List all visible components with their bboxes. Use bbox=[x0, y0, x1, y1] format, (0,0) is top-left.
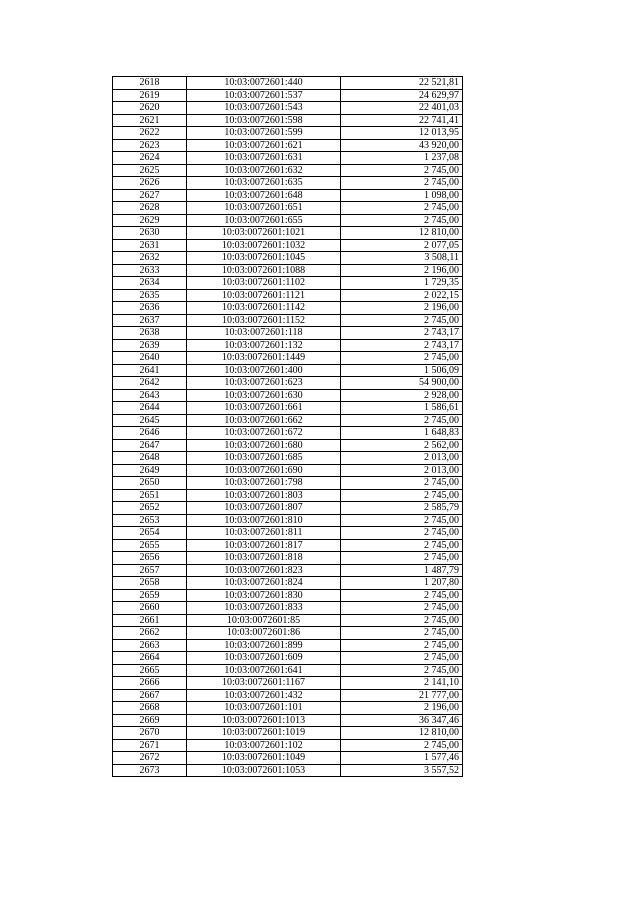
row-number-cell: 2635 bbox=[113, 289, 187, 302]
table-row bbox=[113, 127, 463, 140]
cadastral-value-cell: 2 745,00 bbox=[341, 589, 463, 602]
cadastral-number-cell: 10:03:0072601:830 bbox=[187, 589, 341, 602]
row-number-cell: 2653 bbox=[113, 514, 187, 527]
row-number-cell: 2639 bbox=[113, 339, 187, 352]
table-row bbox=[113, 264, 463, 277]
row-number-cell: 2642 bbox=[113, 377, 187, 390]
table-row bbox=[113, 214, 463, 227]
cadastral-value-cell: 1 487,79 bbox=[341, 564, 463, 577]
cadastral-number-cell: 10:03:0072601:817 bbox=[187, 539, 341, 552]
table-row bbox=[113, 414, 463, 427]
table-row bbox=[113, 314, 463, 327]
cadastral-number-cell: 10:03:0072601:86 bbox=[187, 627, 341, 640]
cadastral-value-cell: 12 810,00 bbox=[341, 227, 463, 240]
table-row bbox=[113, 464, 463, 477]
cadastral-value-cell: 2 745,00 bbox=[341, 614, 463, 627]
cadastral-value-cell: 2 928,00 bbox=[341, 389, 463, 402]
table-row bbox=[113, 239, 463, 252]
table-row bbox=[113, 564, 463, 577]
cadastral-value-cell: 1 729,35 bbox=[341, 277, 463, 290]
row-number-cell: 2618 bbox=[113, 77, 187, 90]
table-row bbox=[113, 202, 463, 215]
row-number-cell: 2625 bbox=[113, 164, 187, 177]
cadastral-value-cell: 1 237,08 bbox=[341, 152, 463, 165]
row-number-cell: 2647 bbox=[113, 439, 187, 452]
table-row bbox=[113, 677, 463, 690]
cadastral-value-cell: 2 196,00 bbox=[341, 702, 463, 715]
cadastral-number-cell: 10:03:0072601:648 bbox=[187, 189, 341, 202]
cadastral-value-cell: 2 745,00 bbox=[341, 514, 463, 527]
row-number-cell: 2655 bbox=[113, 539, 187, 552]
cadastral-value-cell: 2 745,00 bbox=[341, 164, 463, 177]
table-row bbox=[113, 577, 463, 590]
row-number-cell: 2623 bbox=[113, 139, 187, 152]
table-row bbox=[113, 402, 463, 415]
table-row bbox=[113, 302, 463, 315]
cadastral-number-cell: 10:03:0072601:102 bbox=[187, 739, 341, 752]
cadastral-value-cell: 36 347,46 bbox=[341, 714, 463, 727]
cadastral-number-cell: 10:03:0072601:803 bbox=[187, 489, 341, 502]
cadastral-value-cell: 2 585,79 bbox=[341, 502, 463, 515]
table-row bbox=[113, 139, 463, 152]
cadastral-number-cell: 10:03:0072601:824 bbox=[187, 577, 341, 590]
cadastral-value-cell: 2 745,00 bbox=[341, 539, 463, 552]
cadastral-number-cell: 10:03:0072601:1021 bbox=[187, 227, 341, 240]
table-row bbox=[113, 527, 463, 540]
cadastral-value-cell: 2 745,00 bbox=[341, 739, 463, 752]
row-number-cell: 2671 bbox=[113, 739, 187, 752]
row-number-cell: 2645 bbox=[113, 414, 187, 427]
row-number-cell: 2644 bbox=[113, 402, 187, 415]
cadastral-number-cell: 10:03:0072601:1019 bbox=[187, 727, 341, 740]
table-row bbox=[113, 277, 463, 290]
cadastral-value-cell: 2 745,00 bbox=[341, 414, 463, 427]
cadastral-number-cell: 10:03:0072601:810 bbox=[187, 514, 341, 527]
row-number-cell: 2630 bbox=[113, 227, 187, 240]
row-number-cell: 2627 bbox=[113, 189, 187, 202]
row-number-cell: 2666 bbox=[113, 677, 187, 690]
cadastral-value-cell: 3 508,11 bbox=[341, 252, 463, 265]
cadastral-value-cell: 2 562,00 bbox=[341, 439, 463, 452]
row-number-cell: 2640 bbox=[113, 352, 187, 365]
cadastral-number-cell: 10:03:0072601:1152 bbox=[187, 314, 341, 327]
row-number-cell: 2651 bbox=[113, 489, 187, 502]
table-row bbox=[113, 352, 463, 365]
table-row bbox=[113, 727, 463, 740]
cadastral-number-cell: 10:03:0072601:651 bbox=[187, 202, 341, 215]
table-row bbox=[113, 764, 463, 777]
table-row bbox=[113, 77, 463, 90]
cadastral-value-cell: 2 745,00 bbox=[341, 552, 463, 565]
cadastral-number-cell: 10:03:0072601:630 bbox=[187, 389, 341, 402]
row-number-cell: 2669 bbox=[113, 714, 187, 727]
cadastral-number-cell: 10:03:0072601:543 bbox=[187, 102, 341, 115]
table-row bbox=[113, 102, 463, 115]
row-number-cell: 2670 bbox=[113, 727, 187, 740]
row-number-cell: 2629 bbox=[113, 214, 187, 227]
cadastral-number-cell: 10:03:0072601:823 bbox=[187, 564, 341, 577]
row-number-cell: 2643 bbox=[113, 389, 187, 402]
table-row bbox=[113, 189, 463, 202]
table-row bbox=[113, 702, 463, 715]
cadastral-value-cell: 2 743,17 bbox=[341, 327, 463, 340]
table-row bbox=[113, 439, 463, 452]
row-number-cell: 2660 bbox=[113, 602, 187, 615]
cadastral-value-table bbox=[112, 76, 463, 777]
cadastral-value-cell: 1 577,46 bbox=[341, 752, 463, 765]
cadastral-value-cell: 22 401,03 bbox=[341, 102, 463, 115]
table-row bbox=[113, 627, 463, 640]
cadastral-value-cell: 2 077,05 bbox=[341, 239, 463, 252]
cadastral-number-cell: 10:03:0072601:899 bbox=[187, 639, 341, 652]
cadastral-number-cell: 10:03:0072601:1013 bbox=[187, 714, 341, 727]
row-number-cell: 2626 bbox=[113, 177, 187, 190]
cadastral-number-cell: 10:03:0072601:635 bbox=[187, 177, 341, 190]
table-row bbox=[113, 339, 463, 352]
cadastral-value-cell: 2 745,00 bbox=[341, 214, 463, 227]
cadastral-number-cell: 10:03:0072601:1102 bbox=[187, 277, 341, 290]
row-number-cell: 2657 bbox=[113, 564, 187, 577]
cadastral-number-cell: 10:03:0072601:685 bbox=[187, 452, 341, 465]
cadastral-value-cell: 2 196,00 bbox=[341, 302, 463, 315]
cadastral-number-cell: 10:03:0072601:598 bbox=[187, 114, 341, 127]
cadastral-number-cell: 10:03:0072601:661 bbox=[187, 402, 341, 415]
row-number-cell: 2662 bbox=[113, 627, 187, 640]
table-row bbox=[113, 514, 463, 527]
cadastral-number-cell: 10:03:0072601:655 bbox=[187, 214, 341, 227]
cadastral-value-cell: 24 629,97 bbox=[341, 89, 463, 102]
cadastral-value-cell: 1 648,83 bbox=[341, 427, 463, 440]
row-number-cell: 2650 bbox=[113, 477, 187, 490]
cadastral-number-cell: 10:03:0072601:101 bbox=[187, 702, 341, 715]
table-row bbox=[113, 689, 463, 702]
cadastral-value-cell: 1 506,09 bbox=[341, 364, 463, 377]
cadastral-value-cell: 22 741,41 bbox=[341, 114, 463, 127]
row-number-cell: 2633 bbox=[113, 264, 187, 277]
cadastral-value-cell: 2 743,17 bbox=[341, 339, 463, 352]
table-row bbox=[113, 664, 463, 677]
cadastral-value-cell: 2 745,00 bbox=[341, 664, 463, 677]
cadastral-number-cell: 10:03:0072601:1142 bbox=[187, 302, 341, 315]
table-row bbox=[113, 502, 463, 515]
cadastral-number-cell: 10:03:0072601:440 bbox=[187, 77, 341, 90]
row-number-cell: 2632 bbox=[113, 252, 187, 265]
cadastral-number-cell: 10:03:0072601:1045 bbox=[187, 252, 341, 265]
cadastral-number-cell: 10:03:0072601:1449 bbox=[187, 352, 341, 365]
row-number-cell: 2654 bbox=[113, 527, 187, 540]
row-number-cell: 2665 bbox=[113, 664, 187, 677]
row-number-cell: 2631 bbox=[113, 239, 187, 252]
table-row bbox=[113, 589, 463, 602]
table-row bbox=[113, 602, 463, 615]
cadastral-number-cell: 10:03:0072601:537 bbox=[187, 89, 341, 102]
cadastral-number-cell: 10:03:0072601:798 bbox=[187, 477, 341, 490]
row-number-cell: 2634 bbox=[113, 277, 187, 290]
cadastral-number-cell: 10:03:0072601:118 bbox=[187, 327, 341, 340]
cadastral-number-cell: 10:03:0072601:641 bbox=[187, 664, 341, 677]
cadastral-number-cell: 10:03:0072601:1053 bbox=[187, 764, 341, 777]
table-row bbox=[113, 114, 463, 127]
cadastral-value-cell: 2 196,00 bbox=[341, 264, 463, 277]
row-number-cell: 2667 bbox=[113, 689, 187, 702]
cadastral-number-cell: 10:03:0072601:818 bbox=[187, 552, 341, 565]
cadastral-value-cell: 54 900,00 bbox=[341, 377, 463, 390]
cadastral-value-cell: 2 141,10 bbox=[341, 677, 463, 690]
cadastral-number-cell: 10:03:0072601:662 bbox=[187, 414, 341, 427]
cadastral-number-cell: 10:03:0072601:1167 bbox=[187, 677, 341, 690]
cadastral-number-cell: 10:03:0072601:1088 bbox=[187, 264, 341, 277]
cadastral-number-cell: 10:03:0072601:1121 bbox=[187, 289, 341, 302]
cadastral-value-cell: 12 013,95 bbox=[341, 127, 463, 140]
table-row bbox=[113, 327, 463, 340]
cadastral-value-cell: 22 521,81 bbox=[341, 77, 463, 90]
row-number-cell: 2637 bbox=[113, 314, 187, 327]
row-number-cell: 2619 bbox=[113, 89, 187, 102]
cadastral-value-cell: 1 586,61 bbox=[341, 402, 463, 415]
cadastral-value-cell: 2 013,00 bbox=[341, 452, 463, 465]
cadastral-value-cell: 2 745,00 bbox=[341, 352, 463, 365]
row-number-cell: 2648 bbox=[113, 452, 187, 465]
table-row bbox=[113, 177, 463, 190]
cadastral-number-cell: 10:03:0072601:1032 bbox=[187, 239, 341, 252]
cadastral-value-cell: 2 745,00 bbox=[341, 489, 463, 502]
table-row bbox=[113, 614, 463, 627]
table-row bbox=[113, 752, 463, 765]
table-row bbox=[113, 164, 463, 177]
table-body bbox=[113, 77, 463, 777]
table-row bbox=[113, 639, 463, 652]
table-row bbox=[113, 452, 463, 465]
cadastral-number-cell: 10:03:0072601:811 bbox=[187, 527, 341, 540]
cadastral-number-cell: 10:03:0072601:85 bbox=[187, 614, 341, 627]
cadastral-number-cell: 10:03:0072601:631 bbox=[187, 152, 341, 165]
cadastral-value-cell: 2 745,00 bbox=[341, 314, 463, 327]
table-row bbox=[113, 364, 463, 377]
row-number-cell: 2641 bbox=[113, 364, 187, 377]
table-row bbox=[113, 652, 463, 665]
cadastral-number-cell: 10:03:0072601:833 bbox=[187, 602, 341, 615]
row-number-cell: 2628 bbox=[113, 202, 187, 215]
row-number-cell: 2620 bbox=[113, 102, 187, 115]
table-row bbox=[113, 89, 463, 102]
cadastral-number-cell: 10:03:0072601:400 bbox=[187, 364, 341, 377]
row-number-cell: 2621 bbox=[113, 114, 187, 127]
table-row bbox=[113, 152, 463, 165]
table-row bbox=[113, 427, 463, 440]
cadastral-value-cell: 2 745,00 bbox=[341, 177, 463, 190]
cadastral-value-cell: 2 745,00 bbox=[341, 477, 463, 490]
cadastral-value-cell: 2 745,00 bbox=[341, 627, 463, 640]
row-number-cell: 2664 bbox=[113, 652, 187, 665]
cadastral-number-cell: 10:03:0072601:599 bbox=[187, 127, 341, 140]
row-number-cell: 2672 bbox=[113, 752, 187, 765]
table-row bbox=[113, 739, 463, 752]
cadastral-value-cell: 1 098,00 bbox=[341, 189, 463, 202]
table-row bbox=[113, 714, 463, 727]
row-number-cell: 2656 bbox=[113, 552, 187, 565]
table-row bbox=[113, 489, 463, 502]
cadastral-number-cell: 10:03:0072601:1049 bbox=[187, 752, 341, 765]
row-number-cell: 2668 bbox=[113, 702, 187, 715]
row-number-cell: 2646 bbox=[113, 427, 187, 440]
cadastral-number-cell: 10:03:0072601:672 bbox=[187, 427, 341, 440]
cadastral-number-cell: 10:03:0072601:609 bbox=[187, 652, 341, 665]
cadastral-number-cell: 10:03:0072601:623 bbox=[187, 377, 341, 390]
cadastral-number-cell: 10:03:0072601:621 bbox=[187, 139, 341, 152]
cadastral-value-cell: 3 557,52 bbox=[341, 764, 463, 777]
row-number-cell: 2638 bbox=[113, 327, 187, 340]
cadastral-value-cell: 2 745,00 bbox=[341, 602, 463, 615]
table-row bbox=[113, 227, 463, 240]
row-number-cell: 2659 bbox=[113, 589, 187, 602]
cadastral-number-cell: 10:03:0072601:632 bbox=[187, 164, 341, 177]
table-row bbox=[113, 477, 463, 490]
cadastral-number-cell: 10:03:0072601:690 bbox=[187, 464, 341, 477]
cadastral-value-cell: 21 777,00 bbox=[341, 689, 463, 702]
row-number-cell: 2624 bbox=[113, 152, 187, 165]
table-row bbox=[113, 377, 463, 390]
cadastral-number-cell: 10:03:0072601:807 bbox=[187, 502, 341, 515]
cadastral-value-cell: 2 745,00 bbox=[341, 652, 463, 665]
row-number-cell: 2622 bbox=[113, 127, 187, 140]
cadastral-value-cell: 43 920,00 bbox=[341, 139, 463, 152]
cadastral-value-cell: 2 745,00 bbox=[341, 527, 463, 540]
row-number-cell: 2649 bbox=[113, 464, 187, 477]
cadastral-number-cell: 10:03:0072601:432 bbox=[187, 689, 341, 702]
table-row bbox=[113, 252, 463, 265]
row-number-cell: 2661 bbox=[113, 614, 187, 627]
table-row bbox=[113, 552, 463, 565]
row-number-cell: 2636 bbox=[113, 302, 187, 315]
cadastral-value-cell: 2 745,00 bbox=[341, 202, 463, 215]
row-number-cell: 2652 bbox=[113, 502, 187, 515]
table-row bbox=[113, 389, 463, 402]
table-row bbox=[113, 539, 463, 552]
cadastral-value-cell: 2 022,15 bbox=[341, 289, 463, 302]
cadastral-number-cell: 10:03:0072601:680 bbox=[187, 439, 341, 452]
row-number-cell: 2658 bbox=[113, 577, 187, 590]
cadastral-value-cell: 1 207,80 bbox=[341, 577, 463, 590]
cadastral-value-cell: 2 013,00 bbox=[341, 464, 463, 477]
row-number-cell: 2673 bbox=[113, 764, 187, 777]
cadastral-number-cell: 10:03:0072601:132 bbox=[187, 339, 341, 352]
cadastral-value-cell: 12 810,00 bbox=[341, 727, 463, 740]
row-number-cell: 2663 bbox=[113, 639, 187, 652]
table-row bbox=[113, 289, 463, 302]
cadastral-value-cell: 2 745,00 bbox=[341, 639, 463, 652]
